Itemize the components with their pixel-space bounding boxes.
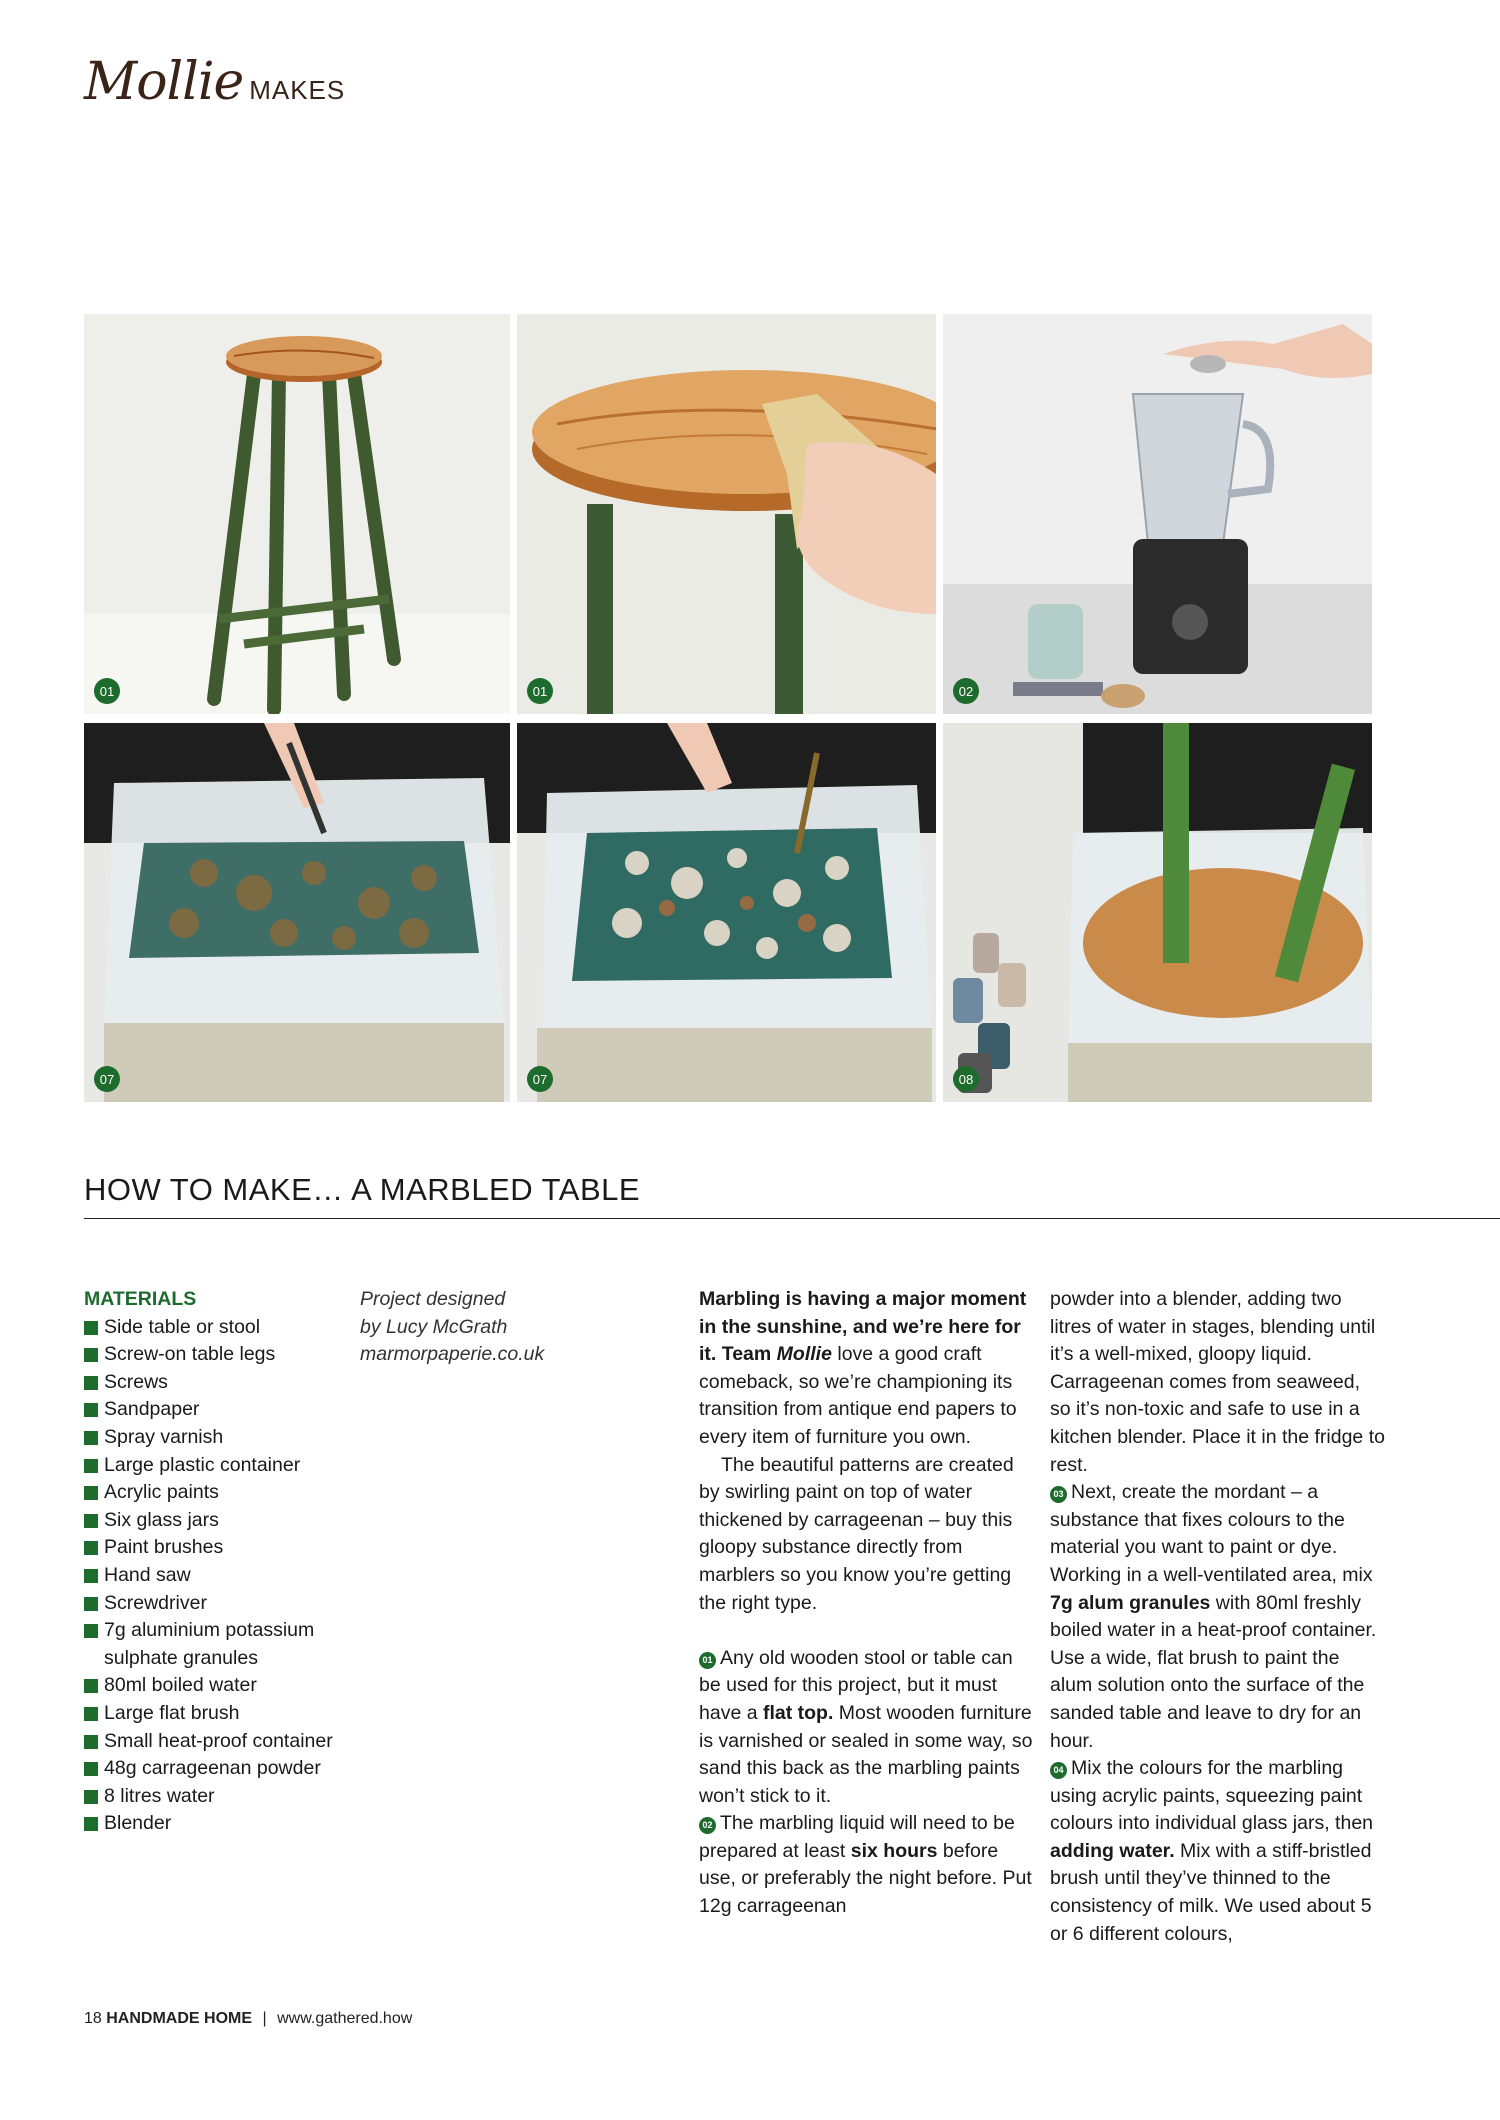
step-number-badge: 01: [699, 1652, 716, 1669]
materials-item: Paint brushes: [84, 1534, 339, 1562]
bullet-square-icon: [84, 1597, 98, 1611]
photo-marbling-tray: [84, 723, 510, 1102]
materials-item: 8 litres water: [84, 1783, 339, 1811]
page-number: 18: [84, 2010, 102, 2027]
footer-separator: |: [262, 2010, 267, 2027]
bullet-square-icon: [84, 1541, 98, 1555]
step-paragraph: 04 Mix the colours for the marbling using acrylic paints, squeezing paint colours into individual glass jars, then adding water. Mix with a stiff-bristled brush until they’ve thinned to the consistency of milk. We used about 5 or 6 different colours,: [1050, 1757, 1374, 1945]
paragraph: The beautiful patterns are created by swirling paint on top of water thickened by carrageenan – buy this gloopy substance directly from marblers so you know you’re getting the right type.: [699, 1453, 1014, 1614]
bullet-square-icon: [84, 1790, 98, 1804]
body-column-1: [699, 1286, 1034, 1921]
bullet-square-icon: [84, 1569, 98, 1583]
materials-item: Screwdriver: [84, 1590, 339, 1618]
materials-column: [84, 1286, 339, 1838]
photo-sanding: [517, 314, 936, 714]
brand-script: Mollie: [84, 52, 244, 112]
bullet-square-icon: [84, 1817, 98, 1831]
step-paragraph: 01 Any old wooden stool or table can be used for this project, but it must have a flat top. Most wooden furniture is varnished or sealed in some way, so sand this back as the marbling paints won’t stick to it.: [699, 1646, 1033, 1807]
bullet-square-icon: [84, 1376, 98, 1390]
photo-stool: [84, 314, 510, 714]
bullet-square-icon: [84, 1514, 98, 1528]
project-credit: [360, 1286, 550, 1369]
heading-rule: [84, 1218, 1500, 1219]
step-number-badge: 02: [699, 1817, 716, 1834]
credit-line: Project designed: [360, 1288, 506, 1310]
bullet-square-icon: [84, 1762, 98, 1776]
page-footer: [84, 2010, 412, 2028]
materials-item: Blender: [84, 1810, 339, 1838]
materials-item: Large flat brush: [84, 1700, 339, 1728]
step-badge: 08: [953, 1066, 979, 1092]
materials-item: Screws: [84, 1369, 339, 1397]
materials-item: Large plastic container: [84, 1452, 339, 1480]
bullet-square-icon: [84, 1348, 98, 1362]
materials-item: Side table or stool: [84, 1314, 339, 1342]
bullet-square-icon: [84, 1707, 98, 1721]
materials-item: Spray varnish: [84, 1424, 339, 1452]
credit-website: marmorpaperie.co.uk: [360, 1343, 545, 1366]
step-badge: 01: [94, 678, 120, 704]
bullet-square-icon: [84, 1321, 98, 1335]
bullet-square-icon: [84, 1735, 98, 1749]
step-badge: 07: [527, 1066, 553, 1092]
bullet-square-icon: [84, 1431, 98, 1445]
photo-blender: [943, 314, 1372, 714]
materials-title: MATERIALS: [84, 1288, 197, 1310]
bullet-square-icon: [84, 1624, 98, 1638]
materials-item: 7g aluminium potassium sulphate granules: [84, 1617, 339, 1672]
brand-caps: MAKES: [249, 75, 346, 105]
section-name: HANDMADE HOME: [106, 2010, 253, 2027]
bullet-square-icon: [84, 1403, 98, 1417]
step-badge: 07: [94, 1066, 120, 1092]
photo-dipping-table: [943, 723, 1372, 1102]
step-number-badge: 03: [1050, 1486, 1067, 1503]
step-badge: 02: [953, 678, 979, 704]
bullet-square-icon: [84, 1486, 98, 1500]
materials-item: Acrylic paints: [84, 1479, 339, 1507]
materials-item: Hand saw: [84, 1562, 339, 1590]
step-paragraph: 03 Next, create the mordant – a substance that fixes colours to the material you want to paint or dye. Working in a well-ventilated area, mix 7g alum granules with 80ml freshly boiled water in a heat-proof container. Use a wide, flat brush to paint the alum solution onto the surface of the sanded table and leave to dry for an hour.: [1050, 1481, 1377, 1752]
body-column-2: [1050, 1286, 1385, 1948]
materials-item: 80ml boiled water: [84, 1672, 339, 1700]
materials-item: Small heat-proof container: [84, 1728, 339, 1756]
footer-url[interactable]: www.gathered.how: [277, 2010, 413, 2027]
materials-item: 48g carrageenan powder: [84, 1755, 339, 1783]
credit-line: by Lucy McGrath: [360, 1315, 508, 1338]
bullet-square-icon: [84, 1459, 98, 1473]
brand-logo: [84, 52, 345, 112]
materials-item: Sandpaper: [84, 1396, 339, 1424]
step-badge: 01: [527, 678, 553, 704]
paragraph: powder into a blender, adding two litres of water in stages, blending until it’s a well-mixed, gloopy liquid. Carrageenan comes from seaweed, so it’s non-toxic and safe to use in a kitchen blender. Place it in the fridge to rest.: [1050, 1288, 1385, 1476]
bullet-square-icon: [84, 1679, 98, 1693]
step-number-badge: 04: [1050, 1762, 1067, 1779]
materials-list: [84, 1314, 339, 1838]
article-heading: HOW TO MAKE… A MARBLED TABLE: [84, 1172, 641, 1207]
materials-item: Screw-on table legs: [84, 1341, 339, 1369]
step-paragraph: 02 The marbling liquid will need to be prepared at least six hours before use, or preferably the night before. Put 12g carrageenan: [699, 1812, 1032, 1918]
intro-paragraph: Marbling is having a major moment in the sunshine, and we’re here for it. Team Mollie love a good craft comeback, so we’re championing its transition from antique end papers to every item of furniture you own.: [699, 1288, 1027, 1448]
materials-item: Six glass jars: [84, 1507, 339, 1535]
photo-swirling: [517, 723, 936, 1102]
